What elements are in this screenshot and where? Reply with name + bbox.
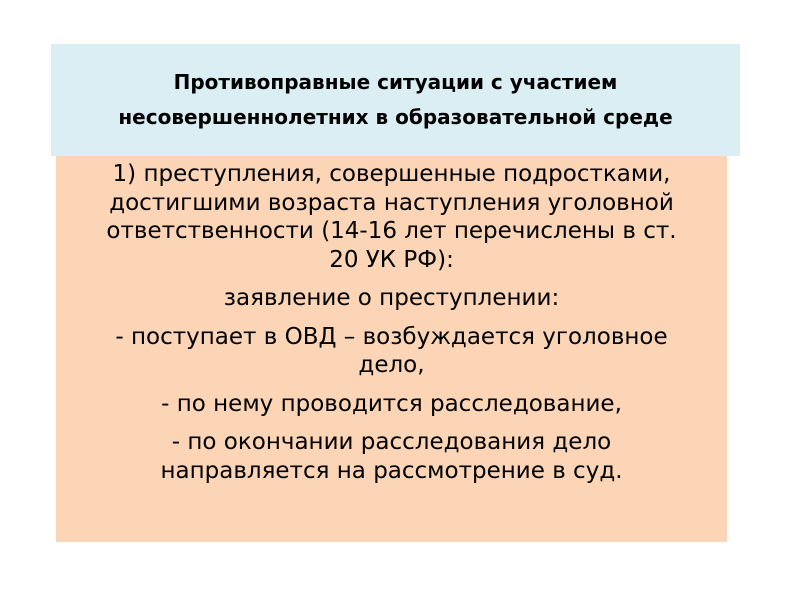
paragraph-line: - по нему проводится расследование,	[161, 390, 622, 417]
paragraph-crimes	[56, 160, 727, 274]
paragraph-court	[56, 428, 727, 485]
paragraph-line: достигшими возраста наступления уголовной	[109, 189, 674, 216]
slide-content-box	[56, 156, 727, 542]
paragraph-line: 20 УК РФ):	[329, 246, 454, 273]
slide-title-line-2: несовершеннолетних в образовательной среде	[118, 105, 673, 129]
paragraph-line: ответственности (14-16 лет перечислены в ст.	[106, 218, 677, 244]
paragraph-line: - по окончании расследования дело	[171, 429, 612, 455]
paragraph-line: заявление о преступлении:	[223, 285, 560, 311]
paragraph-line: - поступает в ОВД – возбуждается уголовное	[115, 323, 668, 350]
paragraph-ovd	[56, 323, 727, 380]
slide-title-box	[51, 44, 740, 156]
paragraph-line: дело,	[358, 352, 425, 378]
paragraph-line: 1) преступления, совершенные подростками,	[112, 161, 671, 187]
paragraph-statement	[56, 284, 727, 313]
paragraph-investigation	[56, 390, 727, 419]
paragraph-line: направляется на рассмотрение в суд.	[160, 457, 623, 484]
slide-title-line-1: Противоправные ситуации с участием	[173, 70, 618, 94]
